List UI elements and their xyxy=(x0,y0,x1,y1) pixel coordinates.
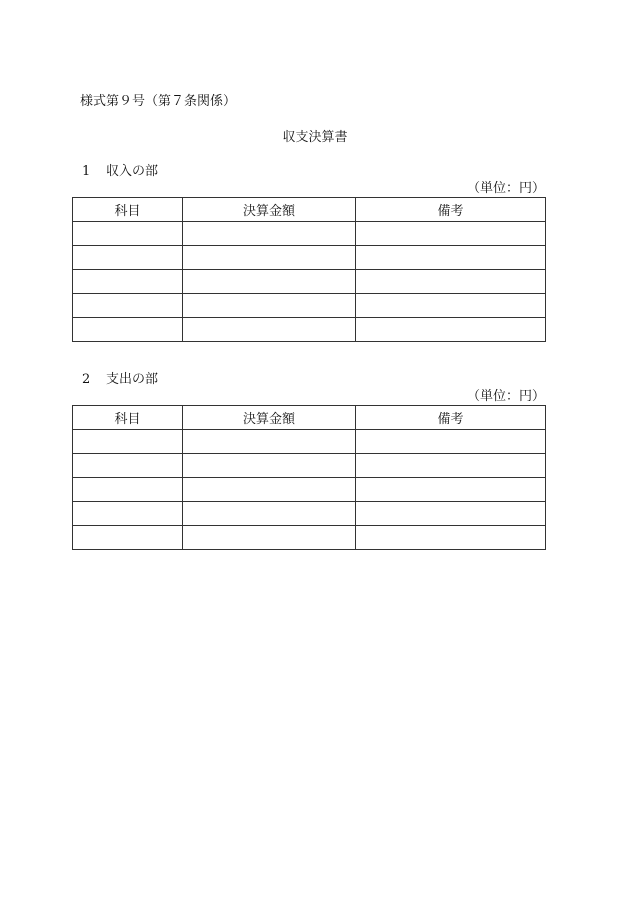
income-header-amount: 決算金額 xyxy=(183,198,356,222)
income-cell-account[interactable] xyxy=(73,294,183,318)
expense-header-amount: 決算金額 xyxy=(183,406,356,430)
expense-cell-remarks[interactable] xyxy=(356,526,546,550)
income-table-header-row xyxy=(73,198,546,222)
income-cell-account[interactable] xyxy=(73,222,183,246)
table-row xyxy=(73,318,546,342)
table-row xyxy=(73,430,546,454)
expense-cell-amount[interactable] xyxy=(183,454,356,478)
expense-cell-remarks[interactable] xyxy=(356,502,546,526)
income-cell-remarks[interactable] xyxy=(356,246,546,270)
income-cell-remarks[interactable] xyxy=(356,270,546,294)
expense-cell-remarks[interactable] xyxy=(356,454,546,478)
expense-cell-amount[interactable] xyxy=(183,430,356,454)
income-section-heading xyxy=(72,164,545,180)
income-header-remarks: 備考 xyxy=(356,198,546,222)
expense-cell-amount[interactable] xyxy=(183,478,356,502)
expense-section-title: 支出の部 xyxy=(106,372,159,387)
table-row xyxy=(73,502,546,526)
income-cell-account[interactable] xyxy=(73,318,183,342)
income-cell-amount[interactable] xyxy=(183,246,356,270)
income-cell-amount[interactable] xyxy=(183,270,356,294)
expense-cell-remarks[interactable] xyxy=(356,478,546,502)
expense-cell-amount[interactable] xyxy=(183,526,356,550)
income-cell-amount[interactable] xyxy=(183,318,356,342)
expense-cell-amount[interactable] xyxy=(183,502,356,526)
income-header-account: 科目 xyxy=(73,198,183,222)
expense-unit-label: （単位：円） xyxy=(466,389,545,404)
table-row xyxy=(73,222,546,246)
table-row xyxy=(73,294,546,318)
table-row xyxy=(73,246,546,270)
income-cell-remarks[interactable] xyxy=(356,294,546,318)
income-cell-account[interactable] xyxy=(73,270,183,294)
document-title: 収支決算書 xyxy=(282,130,348,145)
expense-cell-account[interactable] xyxy=(73,502,183,526)
table-row xyxy=(73,454,546,478)
income-table xyxy=(72,197,546,342)
income-section xyxy=(72,164,545,342)
expense-cell-account[interactable] xyxy=(73,478,183,502)
expense-section-number: 2 xyxy=(82,372,91,387)
expense-section-heading xyxy=(72,372,545,388)
expense-table xyxy=(72,405,546,550)
income-cell-remarks[interactable] xyxy=(356,318,546,342)
expense-cell-remarks[interactable] xyxy=(356,430,546,454)
expense-table-header-row xyxy=(73,406,546,430)
income-section-title: 収入の部 xyxy=(106,164,159,179)
expense-section xyxy=(72,372,545,550)
expense-cell-account[interactable] xyxy=(73,526,183,550)
income-unit-label: （単位：円） xyxy=(466,181,545,196)
form-number: 様式第９号（第７条関係） xyxy=(80,94,237,109)
expense-cell-account[interactable] xyxy=(73,430,183,454)
table-row xyxy=(73,526,546,550)
table-row xyxy=(73,478,546,502)
income-section-number: 1 xyxy=(82,164,91,179)
expense-header-remarks: 備考 xyxy=(356,406,546,430)
table-row xyxy=(73,270,546,294)
income-cell-account[interactable] xyxy=(73,246,183,270)
income-cell-amount[interactable] xyxy=(183,294,356,318)
expense-header-account: 科目 xyxy=(73,406,183,430)
income-cell-amount[interactable] xyxy=(183,222,356,246)
expense-cell-account[interactable] xyxy=(73,454,183,478)
income-cell-remarks[interactable] xyxy=(356,222,546,246)
